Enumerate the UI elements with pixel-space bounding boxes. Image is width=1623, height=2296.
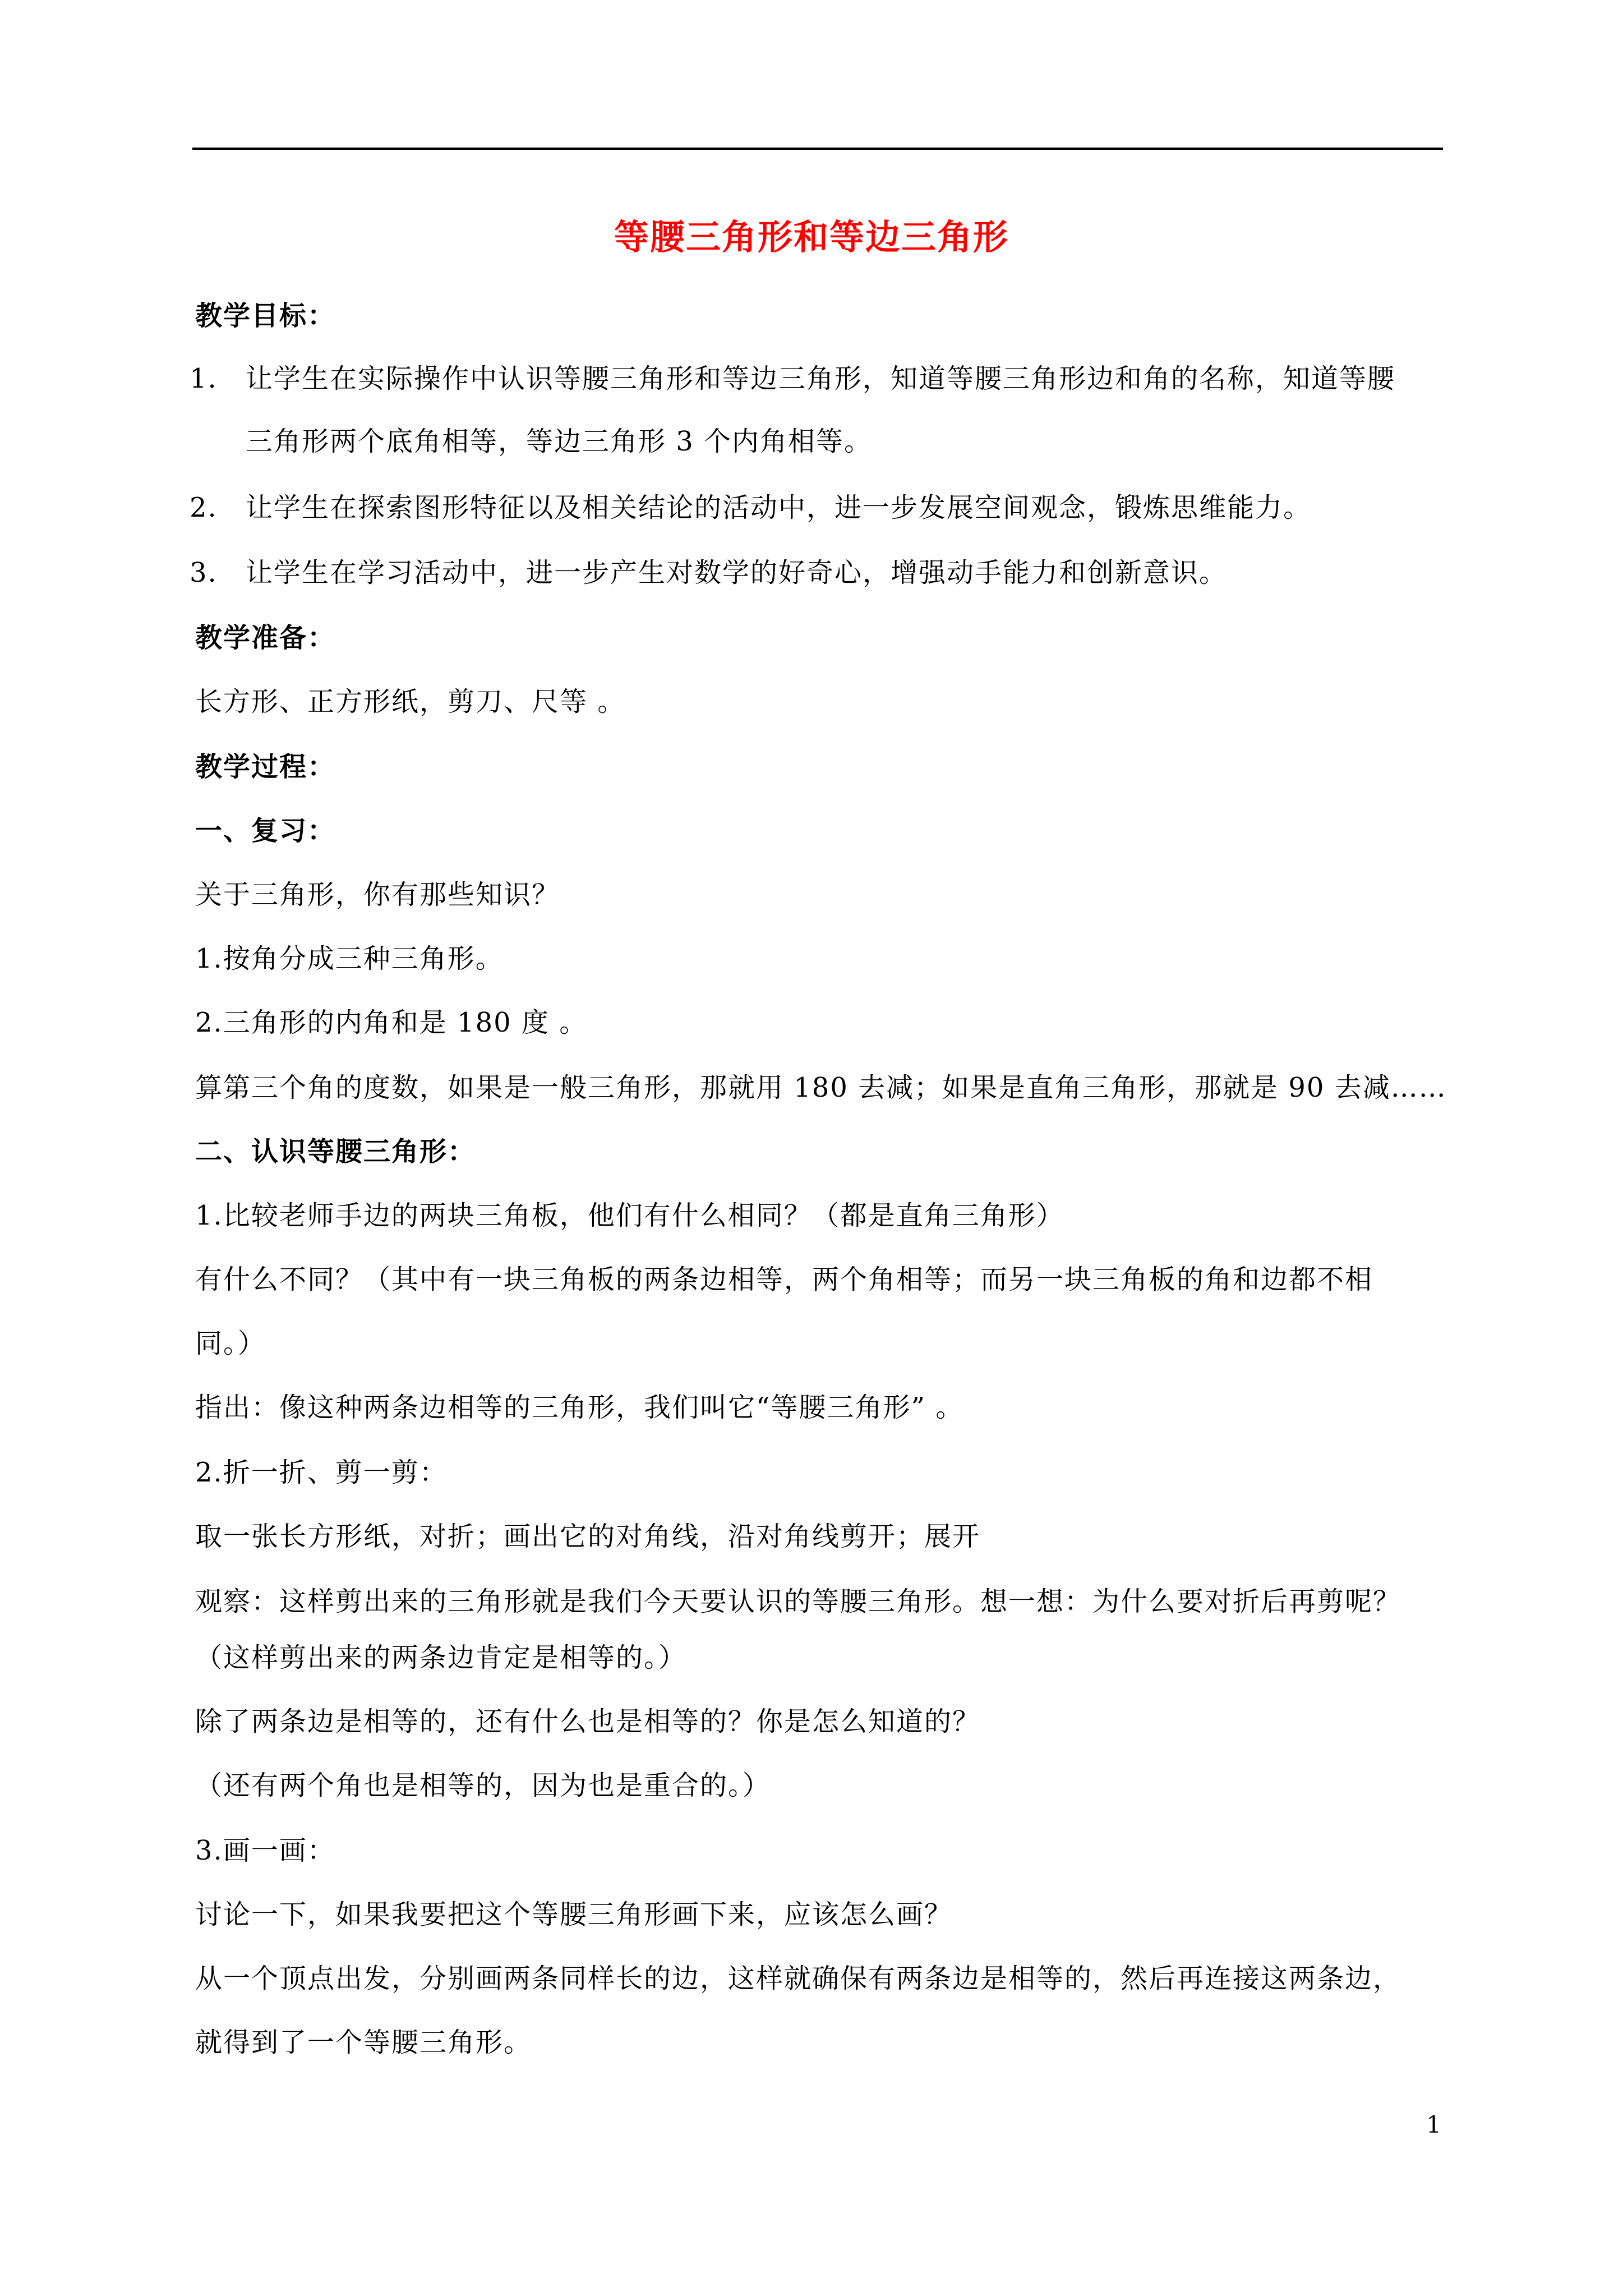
review-line: 2.三角形的内角和是 180 度 。 (195, 1007, 588, 1038)
isosceles-line: 1.比较老师手边的两块三角板，他们有什么相同？（都是直角三角形） (195, 1200, 1064, 1231)
isosceles-heading: 二、认识等腰三角形： (195, 1136, 476, 1167)
page-number: 1 (1426, 2111, 1441, 2138)
isosceles-line: （这样剪出来的两条边肯定是相等的。） (195, 1642, 687, 1673)
prep-heading: 教学准备： (195, 622, 336, 654)
isosceles-line: 取一张长方形纸，对折；画出它的对角线，沿对角线剪开；展开 (195, 1521, 981, 1552)
review-heading: 一、复习： (195, 815, 336, 846)
isosceles-line: 从一个顶点出发，分别画两条同样长的边，这样就确保有两条边是相等的，然后再连接这两条边， (195, 1963, 1401, 1994)
prep-text: 长方形、正方形纸，剪刀、尺等 。 (195, 686, 626, 717)
goal-text: 让学生在实际操作中认识等腰三角形和等边三角形，知道等腰三角形边和角的名称，知道等腰 (246, 363, 1396, 394)
isosceles-line: 就得到了一个等腰三角形。 (195, 2027, 532, 2058)
goal-item-2 (190, 489, 1311, 526)
isosceles-line: 观察：这样剪出来的三角形就是我们今天要认识的等腰三角形。想一想：为什么要对折后再剪呢？ (195, 1586, 1401, 1617)
page-title: 等腰三角形和等边三角形 (614, 217, 1009, 257)
goal-text: 让学生在学习活动中，进一步产生对数学的好奇心，增强动手能力和创新意识。 (246, 557, 1228, 588)
goals-heading: 教学目标： (195, 300, 336, 332)
process-heading: 教学过程： (195, 751, 336, 783)
goal-item-3 (190, 554, 1227, 591)
goal-item-1-continuation: 三角形两个底角相等，等边三角形 3 个内角相等。 (246, 426, 873, 457)
goal-number: 3. (190, 557, 218, 588)
goal-number: 1. (190, 363, 218, 394)
isosceles-line: （还有两个角也是相等的，因为也是重合的。） (195, 1770, 771, 1801)
goal-text: 让学生在探索图形特征以及相关结论的活动中，进一步发展空间观念，锻炼思维能力。 (246, 492, 1312, 523)
goal-item-1 (190, 360, 1395, 397)
review-line: 算第三个角的度数，如果是一般三角形，那就用 180 去减；如果是直角三角形，那就是 90 去减…… (195, 1072, 1447, 1103)
goal-number: 2. (190, 492, 218, 523)
isosceles-line: 指出：像这种两条边相等的三角形，我们叫它“等腰三角形” 。 (195, 1392, 964, 1423)
isosceles-line: 2.折一折、剪一剪： (195, 1457, 448, 1488)
isosceles-line: 同。） (195, 1328, 266, 1359)
isosceles-line: 3.画一画： (195, 1835, 335, 1866)
isosceles-line: 有什么不同？（其中有一块三角板的两条边相等，两个角相等；而另一块三角板的角和边都不相 (195, 1264, 1373, 1295)
header-rule (192, 148, 1443, 150)
review-line: 关于三角形，你有那些知识？ (195, 879, 560, 910)
review-line: 1.按角分成三种三角形。 (195, 943, 504, 974)
isosceles-line: 除了两条边是相等的，还有什么也是相等的？你是怎么知道的？ (195, 1706, 981, 1737)
isosceles-line: 讨论一下，如果我要把这个等腰三角形画下来，应该怎么画？ (195, 1899, 953, 1930)
